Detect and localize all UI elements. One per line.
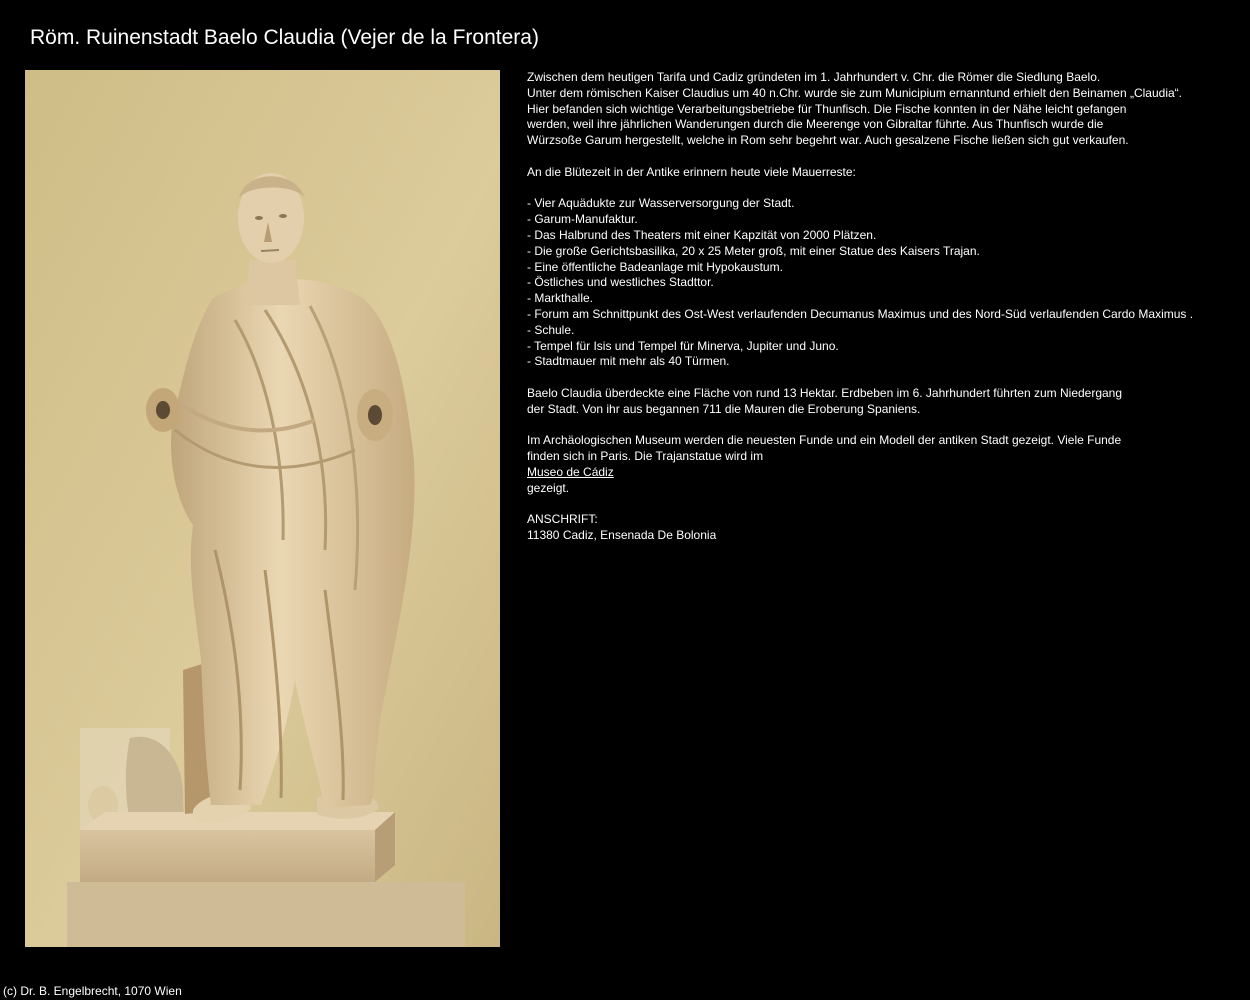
remains-intro: An die Blütezeit in der Antike erinnern heute viele Mauerreste: (527, 164, 856, 179)
intro-line: werden, weil ihre jährlichen Wanderungen durch die Meerenge von Gibraltar führte. Aus Thunfisch wurde die (527, 117, 1104, 132)
intro-line: Hier befanden sich wichtige Verarbeitungsbetriebe für Thunfisch. Die Fische konnten in der Nähe leicht gefangen (527, 101, 1127, 116)
spacer (527, 149, 1227, 165)
museo-de-cadiz-link[interactable]: Museo de Cádiz (527, 464, 614, 479)
intro-line: Unter dem römischen Kaiser Claudius um 40 n.Chr. wurde sie zum Municipium ernanntund erhielt den Beinamen „Claudia“. (527, 85, 1182, 100)
remains-item: - Die große Gerichtsbasilika, 20 x 25 Meter groß, mit einer Statue des Kaisers Trajan. (527, 243, 980, 258)
remains-item: - Östliches und westliches Stadttor. (527, 275, 714, 290)
address-value: 11380 Cadiz, Ensenada De Bolonia (527, 528, 717, 543)
spacer (527, 181, 1227, 197)
address-label: ANSCHRIFT: (527, 512, 598, 527)
page-title: Röm. Ruinenstadt Baelo Claudia (Vejer de la Frontera) (30, 26, 539, 49)
remains-item: - Eine öffentliche Badeanlage mit Hypokaustum. (527, 259, 783, 274)
museum-line: Im Archäologischen Museum werden die neuesten Funde und ein Modell der antiken Stadt gezeigt. Viele Funde (527, 433, 1122, 448)
history-line: Baelo Claudia überdeckte eine Fläche von rund 13 Hektar. Erdbeben im 6. Jahrhundert führten zum Niedergang (527, 385, 1123, 400)
spacer (527, 497, 1227, 513)
remains-item: - Forum am Schnittpunkt des Ost-West verlaufenden Decumanus Maximus und des Nord-Süd verlaufenden Cardo Maximus . (527, 306, 1194, 321)
history-line: der Stadt. Von ihr aus begannen 711 die Mauren die Eroberung Spaniens. (527, 401, 921, 416)
statue-photo (25, 70, 500, 947)
remains-item: - Tempel für Isis und Tempel für Minerva, Jupiter und Juno. (527, 338, 839, 353)
statue-photo-icon (25, 70, 500, 947)
remains-item: - Vier Aquädukte zur Wasserversorgung der Stadt. (527, 196, 795, 211)
museum-line: gezeigt. (527, 480, 570, 495)
spacer (527, 418, 1227, 434)
spacer (527, 370, 1227, 386)
description-text (527, 70, 1227, 544)
intro-line: Würzsoße Garum hergestellt, welche in Rom sehr begehrt war. Auch gesalzene Fische ließen sich gut verkaufen. (527, 133, 1129, 148)
museum-line-link (527, 465, 1227, 481)
remains-item: - Garum-Manufaktur. (527, 212, 638, 227)
remains-item: - Das Halbrund des Theaters mit einer Kapzität von 2000 Plätzen. (527, 227, 877, 242)
intro-line: Zwischen dem heutigen Tarifa und Cadiz gründeten im 1. Jahrhundert v. Chr. die Römer die Siedlung Baelo. (527, 70, 1101, 84)
remains-item: - Stadtmauer mit mehr als 40 Türmen. (527, 354, 730, 369)
remains-item: - Schule. (527, 322, 575, 337)
museum-line: finden sich in Paris. Die Trajanstatue wird im (527, 449, 764, 464)
remains-item: - Markthalle. (527, 291, 594, 306)
copyright-footer: (c) Dr. B. Engelbrecht, 1070 Wien (3, 984, 182, 998)
